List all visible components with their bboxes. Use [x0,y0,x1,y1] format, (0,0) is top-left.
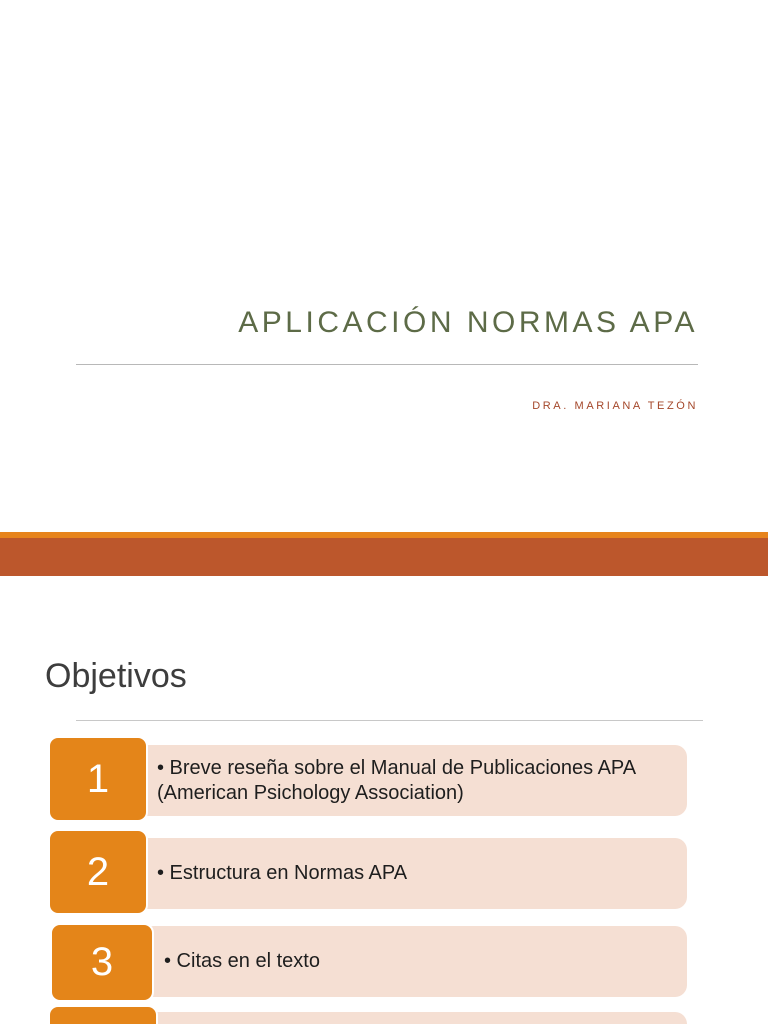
objective-number-1: 1 [48,736,148,822]
objective-number-4-partial [48,1005,158,1024]
objective-item-3-text: • Citas en el texto [164,950,320,972]
objective-item-4-partial [142,1012,687,1024]
objective-item-1 [135,745,687,816]
objective-item-1-text: • Breve reseña sobre el Manual de Publicaciones APA (American Psichology Association) [157,756,636,804]
objectives-title: Objetivos [45,657,187,695]
objective-item-3 [142,926,687,997]
slide-subtitle: DRA. MARIANA TEZÓN [532,400,698,412]
objective-number-3: 3 [50,923,154,1002]
slide-title: APLICACIÓN NORMAS APA [238,306,698,339]
objective-number-2: 2 [48,829,148,915]
title-divider [76,364,698,365]
slide-separator-band [0,538,768,576]
objectives-divider [76,720,703,721]
objective-item-2-text: • Estructura en Normas APA [157,862,408,884]
objective-item-2 [135,838,687,909]
